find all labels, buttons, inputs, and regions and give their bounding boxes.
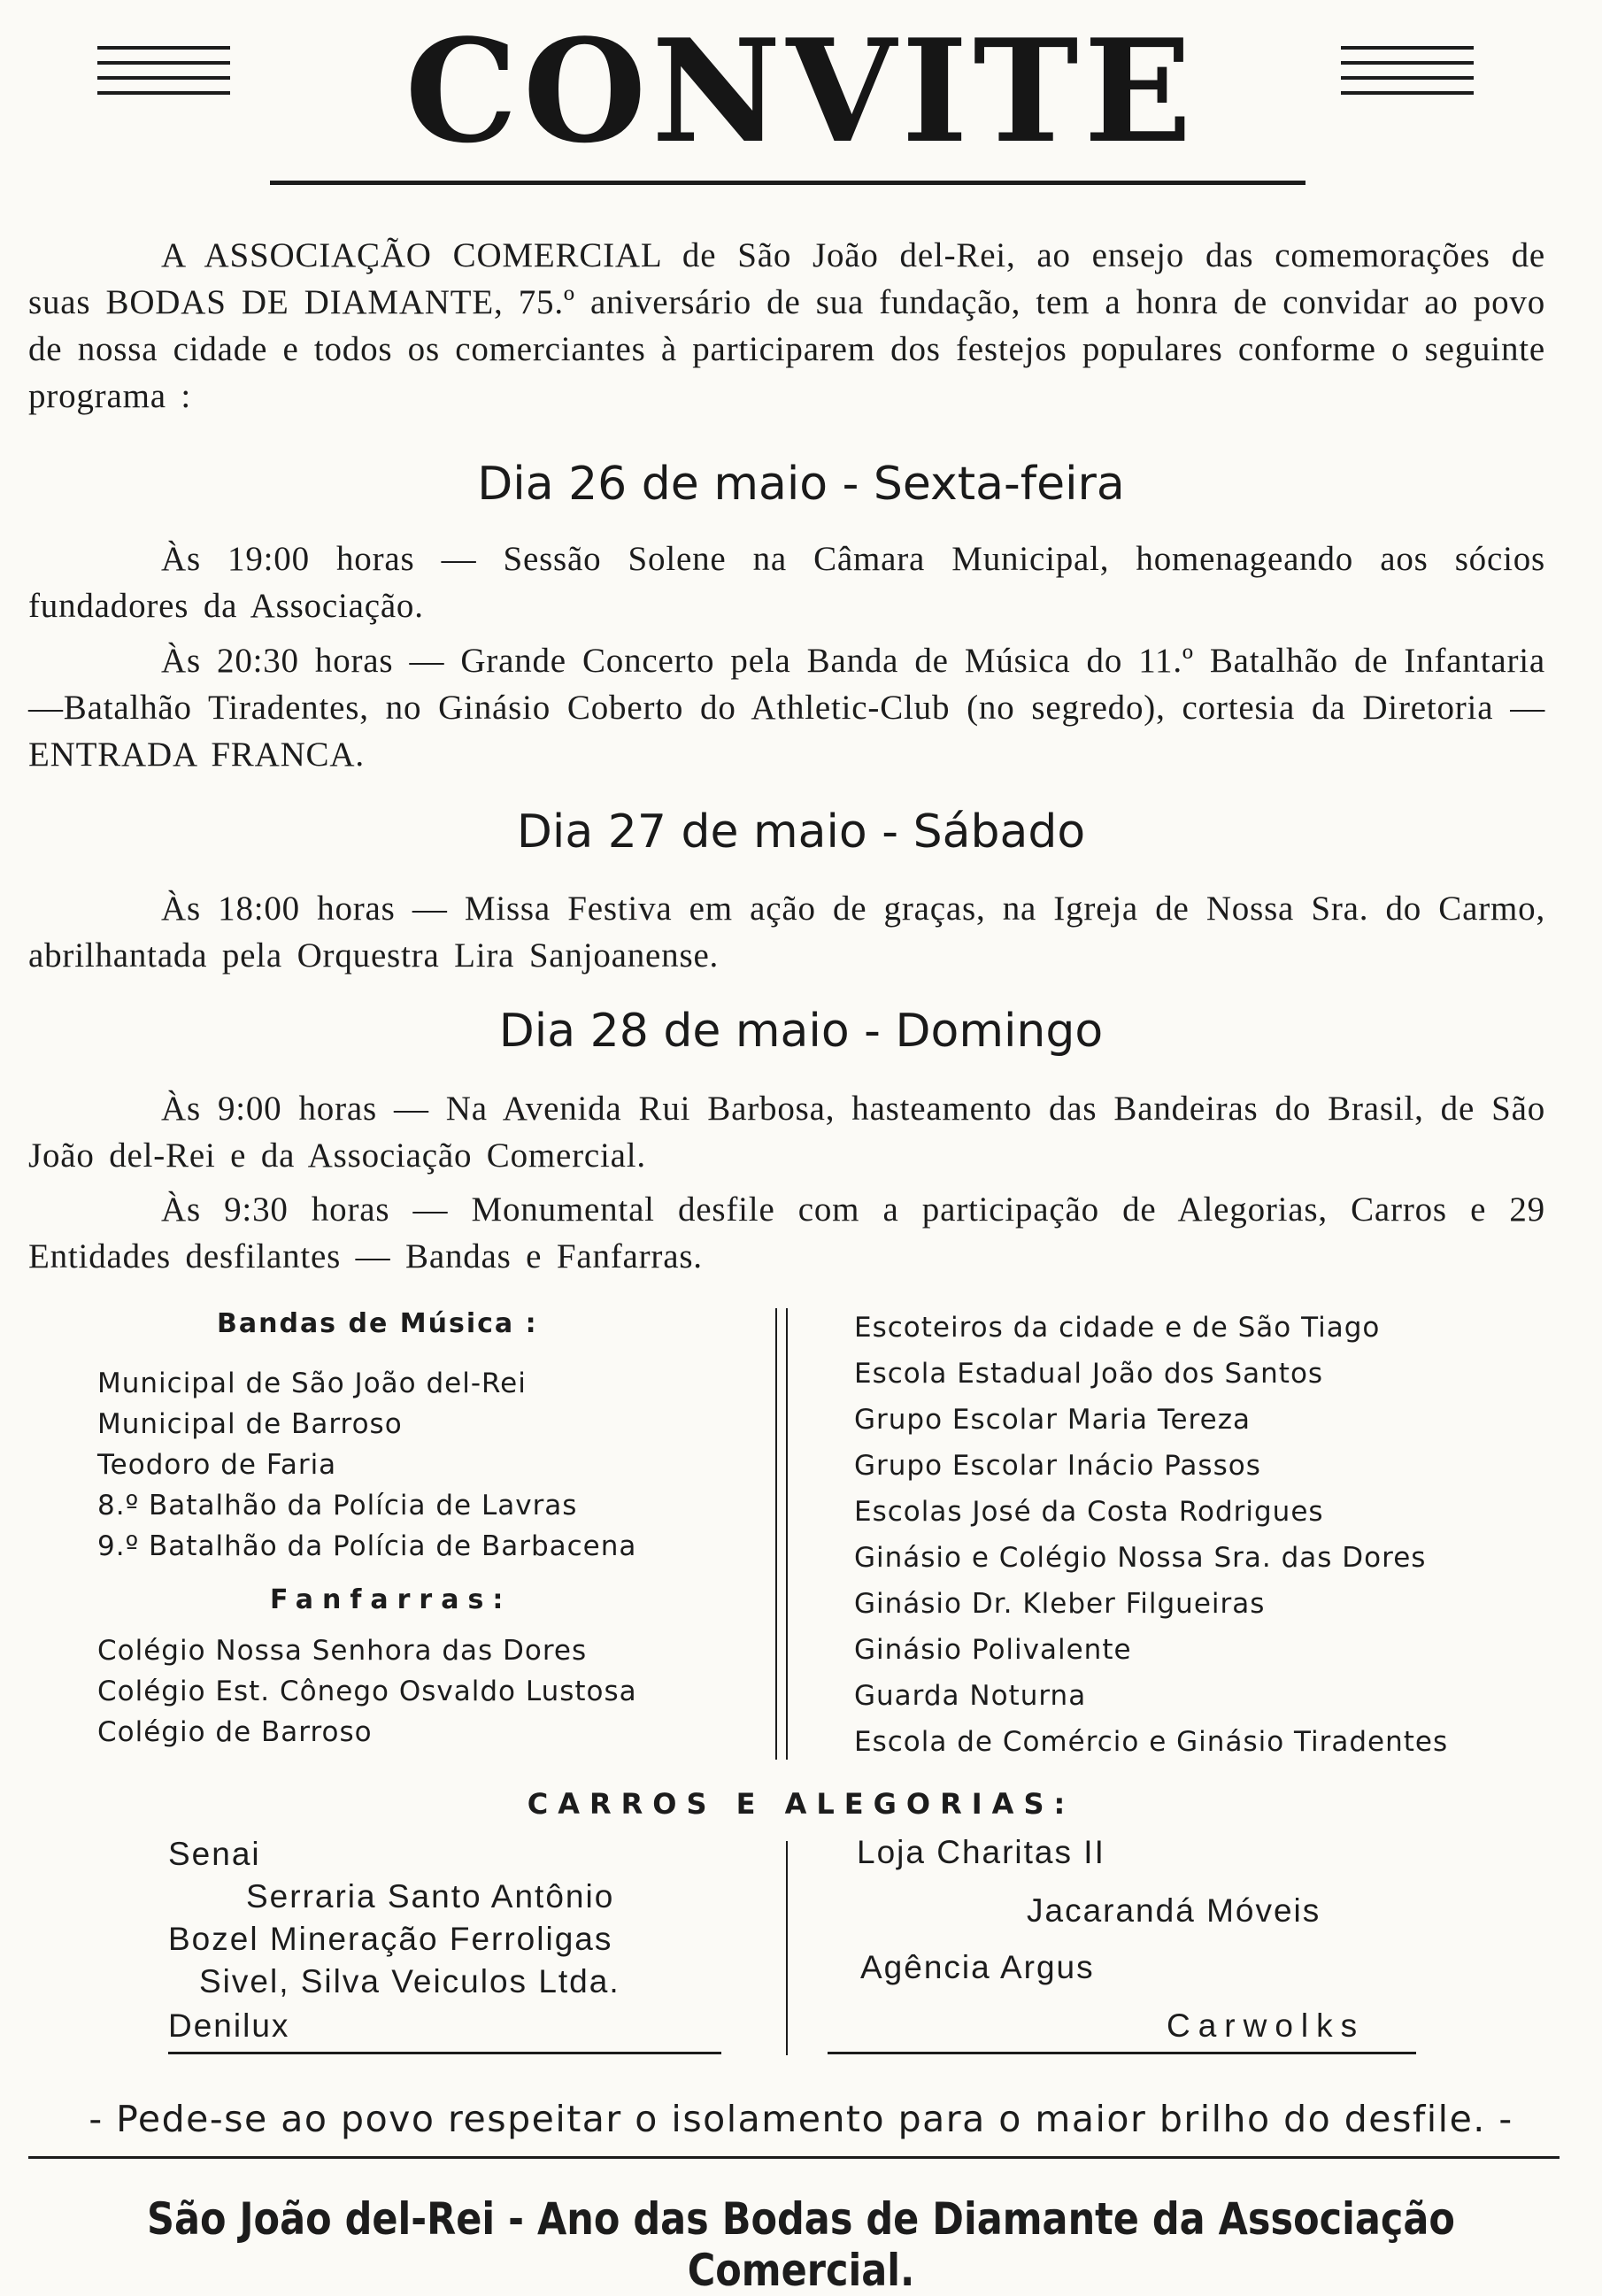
list-item: Escolas José da Costa Rodrigues (854, 1496, 1324, 1528)
carros-left-1: Senai (168, 1836, 261, 1872)
list-item: Ginásio Dr. Kleber Filgueiras (854, 1588, 1266, 1620)
day27-item-1 (28, 885, 1545, 979)
day26-item-2-text: Às 20:30 horas — Grande Concerto pela Banda de Música do 11.º Batalhão de Infantaria—Batalhão Tiradentes, no Ginásio Coberto do Athletic-Club (no segredo), cortesia da Diretoria — ENTRADA FRANCA. (28, 642, 1545, 774)
footer-tagline: São João del-Rei - Ano das Bodas de Diamante da Associação Comercial. (147, 2193, 1455, 2296)
carros-right-4: Carwolks (1167, 2007, 1366, 2044)
day-heading-28: Dia 28 de maio - Domingo (498, 1005, 1104, 1058)
list-item: Escola de Comércio e Ginásio Tiradentes (854, 1726, 1449, 1758)
list-item: Municipal de São João del-Rei (97, 1368, 527, 1399)
list-item: 8.º Batalhão da Polícia de Lavras (97, 1490, 578, 1522)
intro-paragraph (28, 232, 1545, 420)
list-item: Guarda Noturna (854, 1680, 1087, 1712)
column-divider (775, 1308, 777, 1760)
list-item: Grupo Escolar Maria Tereza (854, 1404, 1251, 1436)
list-item: Teodoro de Faria (97, 1449, 337, 1481)
list-item: Colégio Est. Cônego Osvaldo Lustosa (97, 1676, 637, 1707)
list-item: Escoteiros da cidade e de São Tiago (854, 1312, 1381, 1344)
carros-right-1: Loja Charitas II (857, 1834, 1105, 1870)
carros-right-2: Jacarandá Móveis (1027, 1892, 1321, 1929)
carros-heading: CARROS E ALEGORIAS: (527, 1787, 1075, 1821)
list-item: Grupo Escolar Inácio Passos (854, 1450, 1261, 1482)
carros-divider (786, 1841, 788, 2055)
day-heading-26: Dia 26 de maio - Sexta-feira (477, 458, 1125, 511)
bandas-heading: Bandas de Música : (217, 1308, 538, 1339)
footer-note: - Pede-se ao povo respeitar o isolamento para o maior brilho do desfile. - (89, 2098, 1513, 2140)
entidades-list (854, 1305, 1448, 1765)
list-item: Municipal de Barroso (97, 1408, 403, 1440)
day-heading-27: Dia 27 de maio - Sábado (516, 805, 1086, 859)
carros-left-5: Denilux (168, 2007, 290, 2044)
day26-item-1-text: Às 19:00 horas — Sessão Solene na Câmara Municipal, homenageando aos sócios fundadores da Associação. (28, 540, 1545, 625)
footer-rule (28, 2156, 1560, 2159)
day28-item-1-text: Às 9:00 horas — Na Avenida Rui Barbosa, hasteamento das Bandeiras do Brasil, de São João del-Rei e da Associação Comercial. (28, 1090, 1545, 1175)
carros-left-4: Sivel, Silva Veiculos Ltda. (199, 1963, 620, 1999)
day28-item-1 (28, 1085, 1545, 1179)
bandas-list (97, 1363, 636, 1567)
carros-left-underline (168, 2052, 721, 2054)
day26-item-2 (28, 637, 1545, 778)
carros-left-2: Serraria Santo Antônio (246, 1878, 615, 1915)
list-item: 9.º Batalhão da Polícia de Barbacena (97, 1530, 637, 1562)
intro-text: A ASSOCIAÇÃO COMERCIAL de São João del-Rei, ao ensejo das comemorações de suas BODAS DE DIAMANTE, 75.º aniversário de sua fundação, tem a honra de convidar ao povo de nossa cidade e todos os comerciantes à participarem dos festejos populares conforme o seguinte programa : (28, 236, 1545, 415)
day27-item-1-text: Às 18:00 horas — Missa Festiva em ação de graças, na Igreja de Nossa Sra. do Carmo, abrilhantada pela Orquestra Lira Sanjoanense. (28, 890, 1545, 975)
carros-right-3: Agência Argus (860, 1949, 1095, 1985)
day28-item-2-text: Às 9:30 horas — Monumental desfile com a participação de Alegorias, Carros e 29 Entidades desfilantes — Bandas e Fanfarras. (28, 1190, 1545, 1275)
title-underline (270, 181, 1305, 185)
list-item: Ginásio Polivalente (854, 1634, 1132, 1666)
list-item: Colégio de Barroso (97, 1716, 373, 1748)
list-item: Ginásio e Colégio Nossa Sra. das Dores (854, 1542, 1427, 1574)
day26-item-1 (28, 535, 1545, 629)
page-title: CONVITE (404, 8, 1198, 174)
fanfarras-list (97, 1630, 637, 1753)
list-item: Colégio Nossa Senhora das Dores (97, 1635, 588, 1667)
fanfarras-heading: Fanfarras: (270, 1584, 512, 1615)
carros-right-underline (828, 2052, 1416, 2054)
right-ornament-bars (1341, 46, 1474, 106)
carros-left-3: Bozel Mineração Ferroligas (168, 1921, 613, 1957)
list-item: Escola Estadual João dos Santos (854, 1358, 1324, 1390)
day28-item-2 (28, 1186, 1545, 1280)
column-divider (786, 1308, 788, 1760)
